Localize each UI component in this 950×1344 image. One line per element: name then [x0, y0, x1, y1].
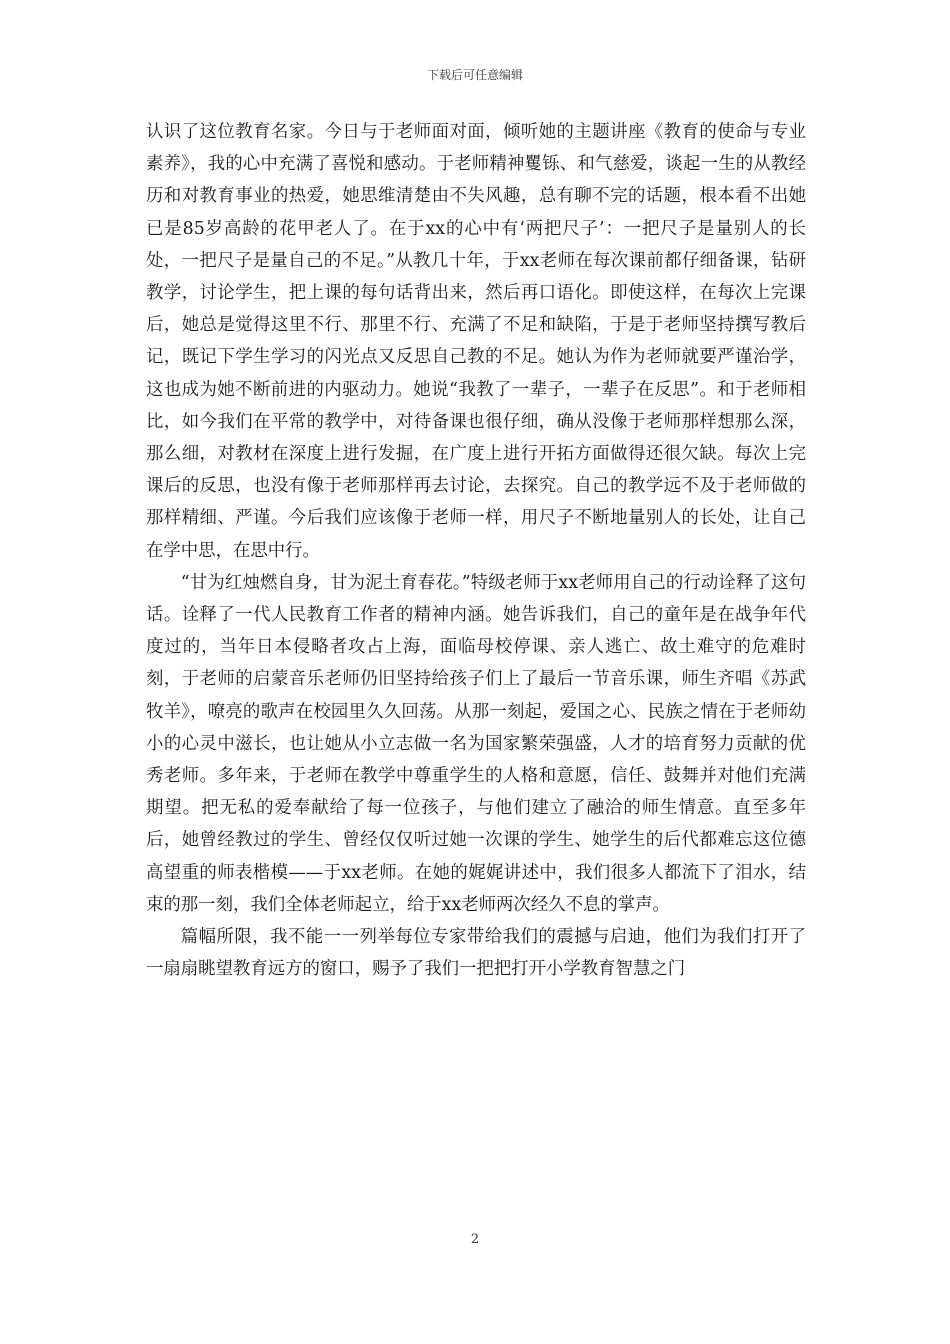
page-header: 下载后可任意编辑	[426, 68, 523, 82]
document-body	[146, 116, 806, 985]
paragraph-2: “甘为红烛燃自身，甘为泥土育春花。”特级老师于xx老师用自己的行动诠释了这句话。诠释了一代人民教育工作者的精神内涵。她告诉我们，自己的童年是在战争年代度过的，当年日本侵略者攻占上海，面临母校停课、亲人逃亡、故土难守的危难时刻，于老师的启蒙音乐老师仍旧坚持给孩子们上了最后一节音乐课，师生齐唱《苏武牧羊》，嘹亮的歌声在校园里久久回荡。从那一刻起，爱国之心、民族之情在于老师幼小的心灵中滋长，也让她从小立志做一名为国家繁荣强盛，人才的培育努力贡献的优秀老师。多年来，于老师在教学中尊重学生的人格和意愿，信任、鼓舞并对他们充满期望。把无私的爱奉献给了每一位孩子，与他们建立了融洽的师生情意。直至多年后，她曾经教过的学生、曾经仅仅听过她一次课的学生、她学生的后代都难忘这位德高望重的师表楷模——于xx老师。在她的娓娓讲述中，我们很多人都流下了泪水，结束的那一刻，我们全体老师起立，给于xx老师两次经久不息的掌声。	[146, 572, 806, 915]
paragraph-3: 篇幅所限，我不能一一列举每位专家带给我们的震撼与启迪，他们为我们打开了一扇扇眺望教育远方的窗口，赐予了我们一把把打开小学教育智慧之门	[146, 927, 806, 980]
page-number: 2	[470, 1232, 480, 1247]
paragraph-1: 认识了这位教育名家。今日与于老师面对面，倾听她的主题讲座《教育的使命与专业素养》，我的心中充满了喜悦和感动。于老师精神矍铄、和气慈爱，谈起一生的从教经历和对教育事业的热爱，她思维清楚由不失风趣，总有聊不完的话题，根本看不出她已是85岁高龄的花甲老人了。在于xx的心中有‘两把尺子’：一把尺子是量别人的长处，一把尺子是量自己的不足。”从教几十年，于xx老师在每次课前都仔细备课，钻研教学，讨论学生，把上课的每句话背出来，然后再口语化。即使这样，在每次上完课后，她总是觉得这里不行、那里不行、充满了不足和缺陷，于是于老师坚持撰写教后记，既记下学生学习的闪光点又反思自己教的不足。她认为作为老师就要严谨治学，这也成为她不断前进的内驱动力。她说“我教了一辈子，一辈子在反思”。和于老师相比，如今我们在平常的教学中，对待备课也很仔细，确从没像于老师那样想那么深，那么细，对教材在深度上进行发掘，在广度上进行开拓方面做得还很欠缺。每次上完课后的反思，也没有像于老师那样再去讨论，去探究。自己的教学远不及于老师做的那样精细、严谨。今后我们应该像于老师一样，用尺子不断地量别人的长处，让自己在学中思，在思中行。	[146, 122, 806, 561]
